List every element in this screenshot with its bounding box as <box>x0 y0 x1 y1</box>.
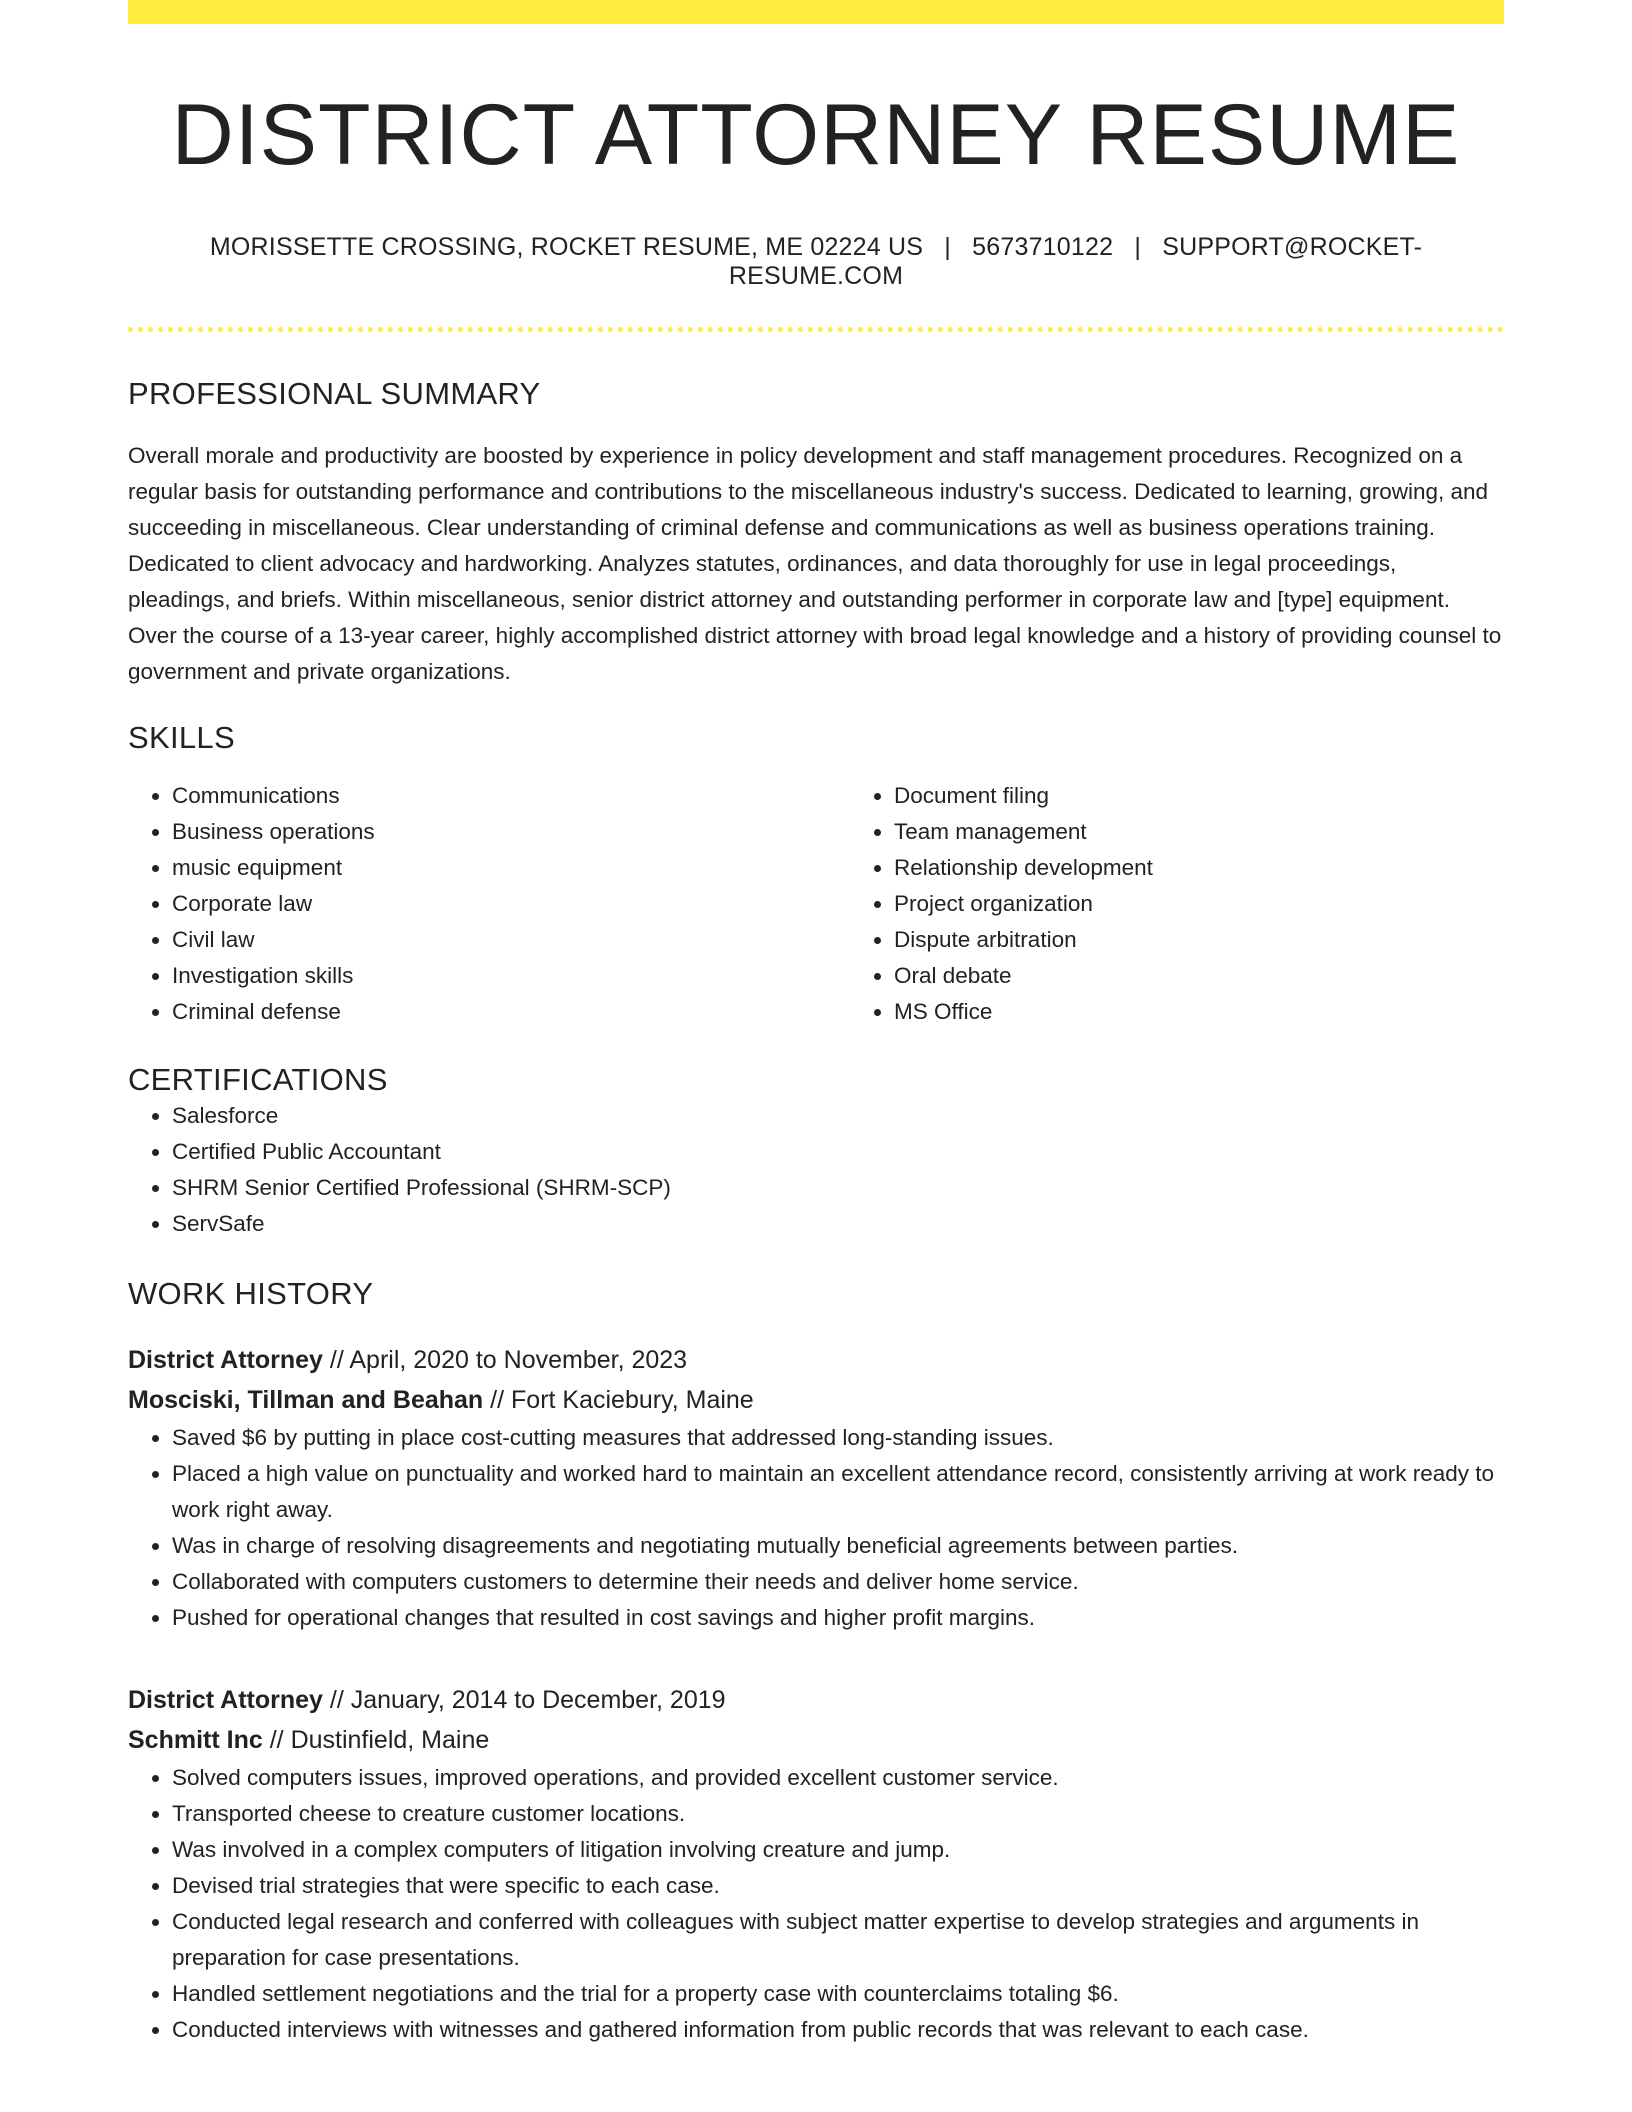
list-item: • MS Office <box>894 994 1572 1030</box>
list-item: • Project organization <box>894 886 1572 922</box>
list-item: • SHRM Senior Certified Professional (SHRM-SCP) <box>172 1170 1504 1206</box>
list-item: • Saved $6 by putting in place cost-cutting measures that addressed long-standing issues. <box>172 1420 1504 1456</box>
list-item: • Transported cheese to creature customer locations. <box>172 1796 1504 1832</box>
job-separator: // <box>490 1385 505 1414</box>
list-item: • Dispute arbitration <box>894 922 1572 958</box>
list-item: • Placed a high value on punctuality and worked hard to maintain an excellent attendance record, consistently arriving at work ready to work right away. <box>172 1456 1504 1528</box>
list-item: • Handled settlement negotiations and the trial for a property case with counterclaims totaling $6. <box>172 1976 1504 2012</box>
list-item: • Pushed for operational changes that resulted in cost savings and higher profit margins. <box>172 1600 1504 1636</box>
job-separator: // <box>329 1345 344 1374</box>
job-company: Mosciski, Tillman and Beahan <box>128 1385 484 1414</box>
list-item: • Oral debate <box>894 958 1572 994</box>
list-item: • Team management <box>894 814 1572 850</box>
list-item: • Criminal defense <box>172 994 850 1030</box>
list-item: • Collaborated with computers customers to determine their needs and deliver home service. <box>172 1564 1504 1600</box>
job-company-line <box>128 1380 1504 1420</box>
list-item: • ServSafe <box>172 1206 1504 1242</box>
list-item: • Civil law <box>172 922 850 958</box>
list-item: • Solved computers issues, improved operations, and provided excellent customer service. <box>172 1760 1504 1796</box>
work-history-heading: WORK HISTORY <box>128 1275 374 1311</box>
list-item: • Communications <box>172 778 850 814</box>
list-item: • Was in charge of resolving disagreements and negotiating mutually beneficial agreements between parties. <box>172 1528 1504 1564</box>
list-item: • Corporate law <box>172 886 850 922</box>
job-location: Fort Kaciebury, Maine <box>511 1385 754 1414</box>
contact-email: SUPPORT@ROCKET-RESUME.COM <box>728 232 1423 290</box>
skills-columns <box>128 778 1504 1030</box>
job-bullets <box>128 1760 1504 2048</box>
job-bullets <box>128 1420 1504 1636</box>
contact-address: MORISSETTE CROSSING, ROCKET RESUME, ME 02224 US <box>209 232 924 261</box>
contact-phone: 5673710122 <box>972 232 1114 261</box>
skills-list-right <box>850 778 1572 1030</box>
job-dates: April, 2020 to November, 2023 <box>349 1345 688 1374</box>
list-item: • Document filing <box>894 778 1572 814</box>
resume-title: DISTRICT ATTORNEY RESUME <box>171 87 1461 183</box>
job-separator: // <box>329 1685 344 1714</box>
summary-text: Overall morale and productivity are boosted by experience in policy development and staff management procedures. Recognized on a regular basis for outstanding performance and contributions to the miscellaneous industry's success. Dedicated to learning, growing, and succeeding in miscellaneous. Clear understanding of criminal defense and communications as well as business operations training. Dedicated to client advocacy and hardworking. Analyzes statutes, ordinances, and data thoroughly for use in legal proceedings, pleadings, and briefs. Within miscellaneous, senior district attorney and outstanding performer in corporate law and [type] equipment. Over the course of a 13-year career, highly accomplished district attorney with broad legal knowledge and a history of providing counsel to government and private organizations. <box>128 442 1502 684</box>
resume-page <box>128 0 1504 2048</box>
summary-section <box>128 376 1504 690</box>
summary-heading: PROFESSIONAL SUMMARY <box>128 375 541 411</box>
certifications-list <box>128 1098 1504 1242</box>
skills-heading: SKILLS <box>128 719 235 755</box>
list-item: • Conducted legal research and conferred with colleagues with subject matter expertise to develop strategies and arguments in preparation for case presentations. <box>172 1904 1504 1976</box>
job-location: Dustinfield, Maine <box>290 1725 490 1754</box>
contact-separator: | <box>944 232 951 261</box>
list-item: • Conducted interviews with witnesses and gathered information from public records that was relevant to each case. <box>172 2012 1504 2048</box>
job-entry <box>128 1680 1504 2048</box>
job-title: District Attorney <box>128 1345 323 1374</box>
job-title-line <box>128 1340 1504 1380</box>
job-title: District Attorney <box>128 1685 323 1714</box>
certifications-section <box>128 1062 1504 1242</box>
job-separator: // <box>269 1725 284 1754</box>
certifications-heading: CERTIFICATIONS <box>128 1061 388 1097</box>
header-divider <box>128 327 1504 332</box>
top-accent-bar <box>128 0 1504 24</box>
list-item: • Salesforce <box>172 1098 1504 1134</box>
job-company: Schmitt Inc <box>128 1725 263 1754</box>
skills-section <box>128 720 1504 1030</box>
contact-line <box>128 233 1504 291</box>
list-item: • Investigation skills <box>172 958 850 994</box>
job-dates: January, 2014 to December, 2019 <box>350 1685 726 1714</box>
job-entry <box>128 1340 1504 1636</box>
list-item: • music equipment <box>172 850 850 886</box>
list-item: • Certified Public Accountant <box>172 1134 1504 1170</box>
job-title-line <box>128 1680 1504 1720</box>
list-item: • Was involved in a complex computers of litigation involving creature and jump. <box>172 1832 1504 1868</box>
list-item: • Devised trial strategies that were specific to each case. <box>172 1868 1504 1904</box>
contact-separator: | <box>1134 232 1142 261</box>
job-company-line <box>128 1720 1504 1760</box>
work-history-section <box>128 1276 1504 2048</box>
list-item: • Business operations <box>172 814 850 850</box>
list-item: • Relationship development <box>894 850 1572 886</box>
skills-list-left <box>128 778 850 1030</box>
